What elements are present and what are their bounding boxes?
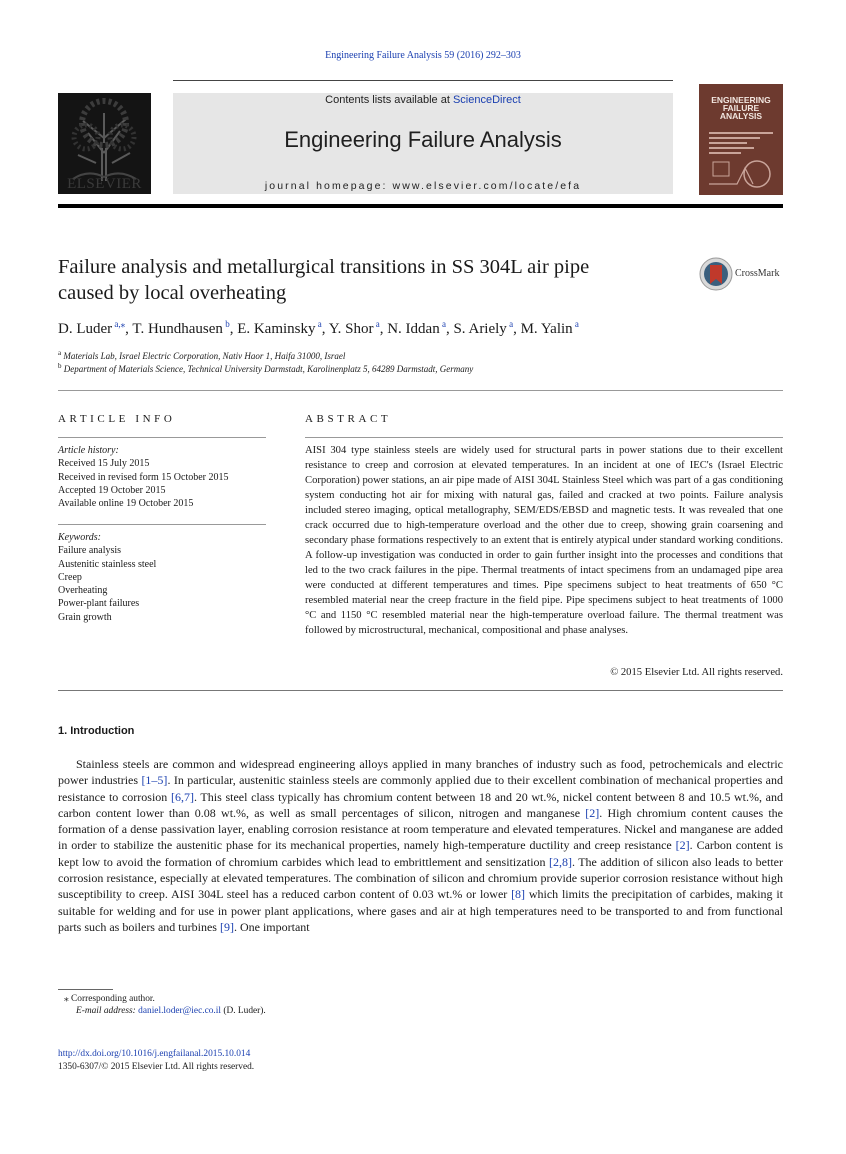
elsevier-wordmark: ELSEVIER (67, 176, 142, 192)
crossmark-icon (699, 257, 733, 291)
keywords-rule (58, 524, 266, 525)
email-footnote (76, 1006, 266, 1016)
abstract-copyright: © 2015 Elsevier Ltd. All rights reserved. (610, 667, 783, 678)
elsevier-logo (58, 93, 151, 194)
history-label: Article history: (58, 445, 119, 456)
journal-homepage (173, 180, 673, 192)
article-history (58, 444, 266, 510)
paragraph-text: . High chromium content causes the formation of a dense passivation layer, enabling corrosion resistance at room temperature and elevated temperatures. Nickel and manganese are added in order to stabilize the austenitic phase for its mechanical properties, namely high-temperature ductility and creep resistance (58, 805, 783, 853)
article-info-rule (58, 437, 266, 438)
author-email-link[interactable]: daniel.loder@iec.co.il (138, 1006, 221, 1016)
cover-title-line: ENGINEERING (711, 95, 771, 105)
email-suffix: (D. Luder). (220, 1006, 266, 1016)
crossmark-label: CrossMark (735, 268, 780, 279)
homepage-label: journal homepage: (264, 180, 393, 192)
cover-title-line: FAILURE (722, 103, 760, 113)
article-title-line: caused by local overheating (58, 282, 287, 304)
citation-link[interactable]: [8] (511, 887, 526, 902)
author-name[interactable]: M. Yalin (520, 321, 573, 337)
author-affiliation-marker[interactable]: a (441, 319, 446, 329)
author-name[interactable]: Y. Shor (328, 321, 374, 337)
citation-link[interactable]: [2] (675, 838, 690, 853)
affiliation (58, 362, 473, 374)
paragraph-text: Stainless steels are common and widespread engineering alloys applied in many branches of industry such as food, petrochemicals and electric power industries (58, 757, 783, 788)
affiliation-text: Department of Materials Science, Technical University Darmstadt, Karolinenplatz 5, 64289 Darmstadt, Germany (63, 364, 474, 374)
keyword-item: Creep (58, 571, 82, 583)
author-name[interactable]: N. Iddan (387, 321, 440, 337)
author-affiliation-marker[interactable]: b (225, 319, 230, 329)
paragraph-text: . In particular, austenitic stainless steels are commonly applied due to their excellent combination of mechanical properties and resistance to corrosion (58, 773, 783, 804)
crossmark-badge[interactable] (699, 257, 789, 293)
keywords (58, 531, 266, 624)
author-affiliation-marker[interactable]: a, (114, 319, 121, 329)
affiliation (58, 349, 345, 361)
doi-line[interactable] (58, 1049, 250, 1059)
paragraph-text: . This steel class typically has chromium content between 18 and 20 wt.%, nickel content between 8 and 10.5 wt.%, and carbon content lower than 0.08 wt.%, as well as small percentages of silicon, nitrogen and manganese (58, 789, 783, 820)
introduction-paragraph (58, 756, 783, 935)
journal-cover-thumbnail (699, 84, 783, 195)
history-item: Received 15 July 2015 (58, 458, 150, 470)
paragraph-text: . One important (233, 919, 310, 934)
citation-link[interactable]: [9] (219, 919, 234, 934)
journal-masthead (173, 93, 673, 194)
paragraph-text: . The addition of silicon also leads to better corrosion resistance, especially at elevated temperatures. The combination of silicon and chromium provide superior corrosion resistance without high susceptibility to creep. AISI 304L steel has a reduced carbon content of 0.03 wt.% or lower (58, 854, 783, 902)
section-divider (58, 390, 783, 391)
affiliation-label: b (58, 362, 62, 370)
paragraph-text: which limits the precipitation of carbides, making it suitable for welding and for use in power plant applications, where gases and air at high temperatures need to be transported to and from functional parts such as boilers and turbines (58, 887, 783, 934)
author-list: D. Luder $^{a,⁎}$, T. Hundhausen $^b$, E. Kaminsky $^a$, Y. Shor $^a$, N. Iddan $^a$, S. Ariely $^a$, M. Yalin $^a$ (58, 319, 579, 337)
journal-title: Engineering Failure Analysis (284, 127, 562, 152)
sciencedirect-link[interactable]: ScienceDirect (452, 94, 521, 106)
cover-graphic-icon (707, 154, 775, 190)
homepage-url[interactable]: www.elsevier.com/locate/efa (392, 180, 582, 192)
corresponding-author-footnote (64, 993, 155, 1004)
doi-link[interactable]: http://dx.doi.org/10.1016/j.engfailanal.2015.10.014 (58, 1049, 251, 1059)
citation-link[interactable]: [6,7] (170, 789, 194, 804)
author-name[interactable]: E. Kaminsky (237, 321, 316, 337)
cover-title (699, 96, 783, 120)
article-title-line: Failure analysis and metallurgical transitions in SS 304L air pipe (58, 256, 590, 278)
issn-line: 1350-6307/© 2015 Elsevier Ltd. All rights reserved. (58, 1062, 255, 1072)
history-item: Received in revised form 15 October 2015 (58, 471, 229, 483)
header-thick-rule (58, 204, 783, 208)
affiliation-text: Materials Lab, Israel Electric Corporation, Nativ Haor 1, Haifa 31000, Israel (63, 351, 346, 361)
citation-link[interactable]: [2,8] (548, 854, 572, 869)
keyword-item: Failure analysis (58, 545, 122, 557)
section-divider (58, 690, 783, 691)
section-heading-introduction: 1. Introduction (58, 725, 135, 737)
author-affiliation-marker[interactable]: a (317, 319, 322, 329)
citation-link[interactable]: [1–5] (141, 773, 168, 788)
history-item: Accepted 19 October 2015 (58, 484, 166, 496)
keyword-item: Overheating (58, 585, 108, 597)
keywords-label: Keywords: (58, 532, 101, 543)
journal-citation-link[interactable]: Engineering Failure Analysis 59 (2016) 292–303 (325, 50, 521, 61)
abstract-text: AISI 304 type stainless steels are widely used for structural parts in power stations due to their excellent resistance to creep and corrosion at elevated temperatures. In an incident at one of IEC's (Israel Electric Corporation) power stations, an air pipe made of AISI 304L Stainless Steel which was part of a gas conditioning system conducting hot air for mixing with natural gas, failed and cracked at two points. Failure analysis included stereo imaging, optical metallography, SEM/EDS/EBSD and magnetic tests. It was revealed that one crack occurred due to high-temperature overload and the other due to creep, showing grain coarsening and secondary phase formations respectively to an extent that is entirely atypical under standard working conditions. A follow-up investigation was conducted in order to gain further insight into the processes and conditions that led to the two crack failures in the pipe. Thermal treatments of intact specimens from an undamaged pipe area were conducted at different temperatures and times. Pipe specimens subject to heat treatments of 650 °C resembled material near the creep fracture in the field pipe. Pipe specimens subject to heat treatments of 1000 °C and 1150 °C resembled material near the high-temperature overload failure. The thermal treatment was followed by microstructural, mechanical, compositional and phase analyses. (305, 445, 783, 636)
keyword-item: Grain growth (58, 611, 112, 623)
contents-available-line (173, 94, 673, 106)
author-affiliation-marker[interactable]: a (574, 319, 579, 329)
history-item: Available online 19 October 2015 (58, 498, 194, 510)
article-title (58, 254, 678, 306)
abstract-rule (305, 437, 783, 438)
article-info-heading: ARTICLE INFO (58, 413, 176, 425)
cover-title-line: ANALYSIS (719, 111, 763, 121)
abstract-heading: ABSTRACT (305, 413, 392, 425)
footnote-marker: ⁎ (64, 994, 69, 1004)
email-label: E-mail address: (76, 1006, 139, 1016)
contents-prefix: Contents lists available at (325, 94, 453, 106)
paragraph-text: . Carbon content is kept low to avoid the formation of chromium carbides which lead to embrittlement and sensitization (58, 838, 784, 869)
footnote-rule (58, 989, 113, 990)
header-top-rule (173, 80, 673, 81)
citation-link[interactable]: [2] (585, 805, 600, 820)
journal-citation[interactable] (0, 50, 846, 61)
keyword-item: Austenitic stainless steel (58, 558, 157, 570)
author-affiliation-marker[interactable]: a (375, 319, 380, 329)
footnote-label: Corresponding author. (71, 994, 155, 1004)
author-name[interactable]: D. Luder (58, 321, 113, 337)
author-name[interactable]: T. Hundhausen (132, 321, 223, 337)
author-affiliation-marker[interactable]: a (509, 319, 514, 329)
corresponding-author-marker[interactable]: ⁎ (120, 319, 126, 329)
keyword-item: Power-plant failures (58, 598, 140, 610)
affiliation-label: a (58, 349, 62, 357)
author-name[interactable]: S. Ariely (453, 321, 507, 337)
